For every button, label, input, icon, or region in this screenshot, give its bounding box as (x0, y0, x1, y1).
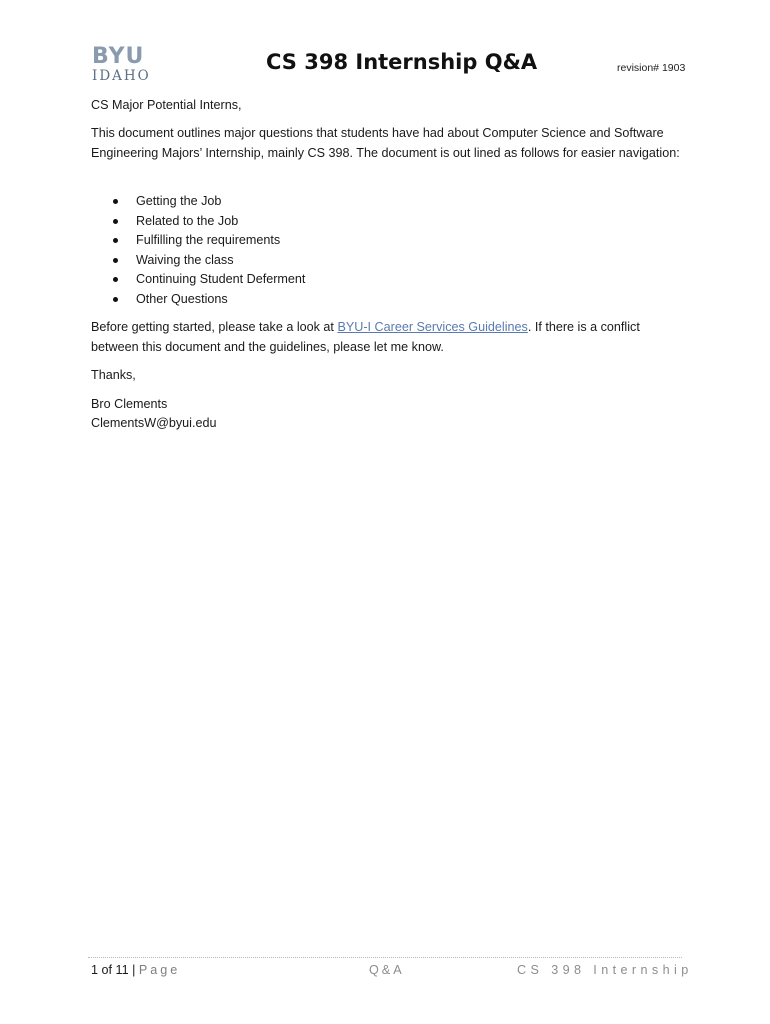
list-item (110, 231, 305, 251)
guidelines-prefix: Before getting started, please take a look at (91, 320, 338, 334)
signature-name: Bro Clements (91, 397, 168, 411)
list-item-label: Fulfilling the requirements (136, 233, 281, 247)
list-item-label: Continuing Student Deferment (136, 272, 306, 286)
bullet-icon (113, 297, 118, 302)
footer-center-text: Q&A (369, 963, 405, 977)
guidelines-paragraph (91, 318, 681, 357)
list-item (110, 212, 305, 232)
closing: Thanks, (91, 368, 136, 382)
document-title: CS 398 Internship Q&A (266, 50, 538, 74)
logo-idaho-text: IDAHO (92, 68, 151, 84)
signature-email: ClementsW@byui.edu (91, 416, 217, 430)
list-item-label: Waiving the class (136, 252, 234, 267)
greeting: CS Major Potential Interns, (91, 98, 242, 112)
list-item-label: Other Questions (136, 291, 228, 306)
career-services-guidelines-link[interactable]: BYU-I Career Services Guidelines (337, 320, 528, 334)
list-item (110, 251, 305, 271)
bullet-icon (113, 219, 118, 224)
footer-separator: | (132, 963, 136, 977)
bullet-icon (113, 238, 118, 243)
footer-divider (88, 957, 682, 958)
navigation-list (110, 192, 305, 309)
bullet-icon (113, 199, 118, 204)
footer-right-text: CS 398 Internship (517, 963, 693, 977)
guidelines-suffix: . If there is a conflict between this document and the guidelines, please let me know. (91, 320, 640, 354)
footer-page-info (91, 961, 180, 979)
list-item (110, 270, 305, 290)
intro-paragraph: This document outlines major questions that students have had about Computer Science and Software Engineering Majors’ Internship, mainly CS 398. The document is out lined as follows for easier navigation: (91, 126, 680, 160)
revision-label: revision# 1903 (617, 62, 686, 74)
page-word: Page (138, 963, 181, 977)
list-item (110, 290, 305, 310)
page-number: 1 of 11 (91, 963, 129, 977)
list-item-label: Getting the Job (136, 194, 222, 208)
logo-byu-text: BYU (92, 44, 145, 69)
bullet-icon (113, 258, 118, 263)
byu-idaho-logo (92, 46, 152, 84)
list-item (110, 192, 305, 212)
list-item-label: Related to the Job (136, 213, 239, 228)
bullet-icon (113, 277, 118, 282)
